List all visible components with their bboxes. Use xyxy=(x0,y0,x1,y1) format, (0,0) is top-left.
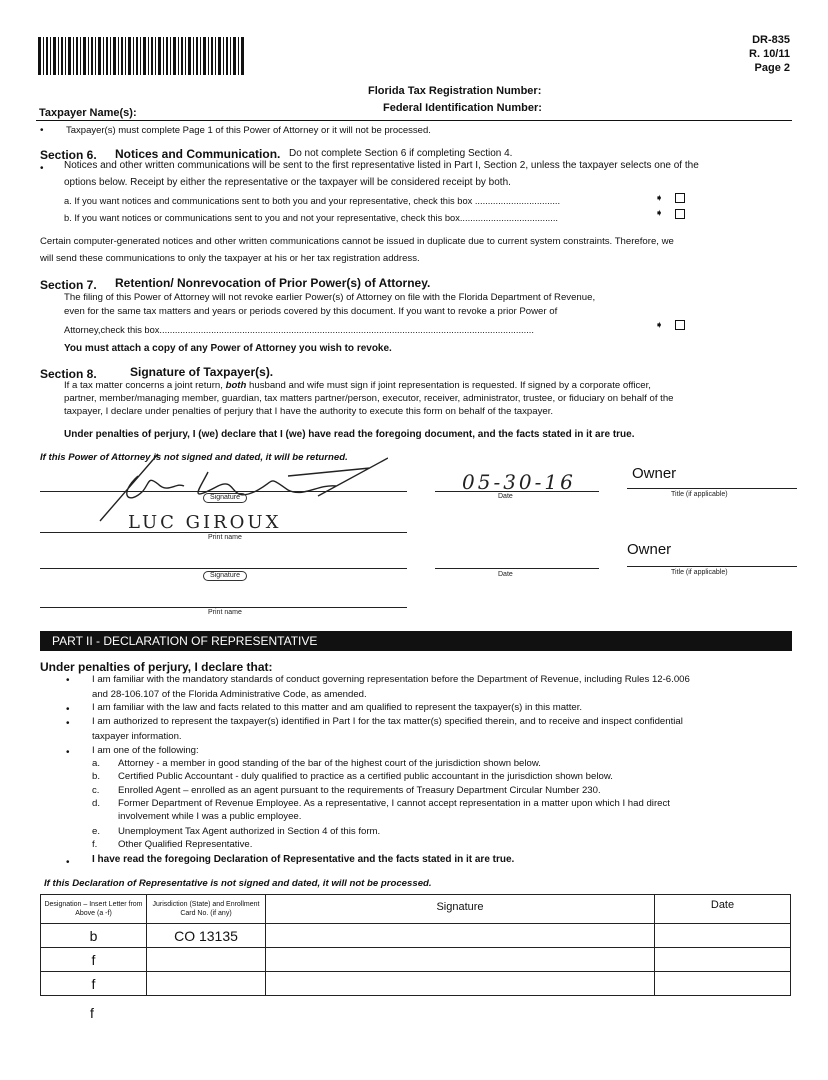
print-line-2 xyxy=(40,607,407,608)
part2-bullet3-line2: taxpayer information. xyxy=(92,731,182,742)
section7-line3: Attorney,check this box................................................................................................................................................. xyxy=(64,325,534,335)
print-line-1 xyxy=(40,532,407,533)
title-1: Owner xyxy=(632,465,677,482)
section6-option-b: b. If you want notices or communications sent to you and not your representative, check this box...................................... xyxy=(64,213,558,223)
form-number: DR-835 xyxy=(752,34,790,46)
designation-cell[interactable]: f xyxy=(41,972,147,996)
signature-label-2: Signature xyxy=(203,571,247,581)
title-line-1 xyxy=(627,488,797,489)
taxpayer-names-label: Taxpayer Name(s): xyxy=(39,107,137,119)
title-line-2 xyxy=(627,566,797,567)
section6-cert-line1: Certain computer-generated notices and other written communications cannot be issued in duplicate due to current system constraints. Therefore, we xyxy=(40,236,674,247)
option-b-letter: b. xyxy=(92,771,101,782)
jurisdiction-cell[interactable]: CO 13135 xyxy=(147,924,266,948)
date-line-2 xyxy=(435,568,599,569)
date-label-2: Date xyxy=(498,571,513,578)
section8-heading: Signature of Taxpayer(s). xyxy=(130,365,274,379)
section6-line1: Notices and other written communications will be sent to the first representative listed in Part I, Section 2, unless the taxpayer selects one of the xyxy=(64,160,699,171)
part2-bullet2: I am familiar with the law and facts related to this matter and am qualified to represent the taxpayer(s) in this matter. xyxy=(92,702,583,713)
print-label-1: Print name xyxy=(208,534,242,541)
fl-tax-reg-label: Florida Tax Registration Number: xyxy=(368,85,542,97)
bullet: • xyxy=(66,857,70,868)
option-e-letter: e. xyxy=(92,826,101,837)
signature-line-1 xyxy=(40,491,407,492)
option-f-letter: f. xyxy=(92,839,98,850)
option-e-text: Unemployment Tax Agent authorized in Section 4 of this form. xyxy=(118,826,381,837)
date-cell[interactable] xyxy=(655,972,791,996)
part2-bullet5: I have read the foregoing Declaration of Representative and the facts stated in it are true. xyxy=(92,854,515,865)
signature-cell[interactable] xyxy=(266,972,655,996)
section7-line1: The filing of this Power of Attorney will not revoke earlier Power(s) of Attorney on file with the Florida Department of Revenue, xyxy=(64,292,596,303)
arrow-icon: ➧ xyxy=(655,320,664,331)
col-date-header: Date xyxy=(655,895,791,924)
section6-line2: options below. Receipt by either the representative or the taxpayer will be considered receipt by both. xyxy=(64,177,511,188)
part2-warning: If this Declaration of Representative is not signed and dated, it will not be processed. xyxy=(44,878,432,889)
section6-option-a: a. If you want notices and communications sent to both you and your representative, check this box ................................. xyxy=(64,196,561,206)
bullet: • xyxy=(66,704,70,715)
section8-line1-post: husband and wife must sign if joint representation is requested. If signed by a corporate officer, xyxy=(246,380,651,391)
signature-cell[interactable] xyxy=(266,924,655,948)
arrow-icon: ➧ xyxy=(655,208,664,219)
bullet: • xyxy=(66,747,70,758)
bullet: • xyxy=(66,718,70,729)
representative-table xyxy=(40,894,791,996)
date-line-1 xyxy=(435,491,599,492)
option-d-text-line1: Former Department of Revenue Employee. As a representative, I cannot accept representation in a matter upon which I had direct xyxy=(118,798,670,809)
page1-note: Taxpayer(s) must complete Page 1 of this Power of Attorney or it will not be processed. xyxy=(66,125,431,136)
checkbox-both[interactable] xyxy=(675,193,685,203)
designation-cell[interactable]: f xyxy=(41,948,147,972)
section8-line1-pre: If a tax matter concerns a joint return, xyxy=(64,380,226,391)
arrow-icon: ➧ xyxy=(655,193,664,204)
section6-cert-line2: will send these communications to only the taxpayer at his or her tax registration address. xyxy=(40,253,420,264)
checkbox-taxpayer-only[interactable] xyxy=(675,209,685,219)
section8-both: both xyxy=(225,380,247,391)
option-a-text: Attorney - a member in good standing of the bar of the highest court of the jurisdiction shown below. xyxy=(118,758,541,769)
table-row xyxy=(41,972,791,996)
section8-line2: partner, member/managing member, guardian, tax matters partner/person, executor, receiver, administrator, trustee, or fiduciary on behalf of the xyxy=(64,393,674,404)
title-label-2: Title (if applicable) xyxy=(671,569,728,576)
bullet: • xyxy=(40,125,44,136)
section7-heading: Retention/ Nonrevocation of Prior Power(s) of Attorney. xyxy=(115,276,431,290)
signature-cell[interactable] xyxy=(266,948,655,972)
extra-designation: f xyxy=(90,1005,94,1021)
table-row xyxy=(41,948,791,972)
print-label-2: Print name xyxy=(208,609,242,616)
title-label-1: Title (if applicable) xyxy=(671,491,728,498)
part2-bullet1-line2: and 28-106.107 of the Florida Administrative Code, as amended. xyxy=(92,689,367,700)
table-row xyxy=(41,924,791,948)
section8-number: Section 8. xyxy=(40,367,97,381)
option-d-letter: d. xyxy=(92,798,101,809)
page-number: Page 2 xyxy=(754,62,790,74)
col-designation-header: Designation – Insert Letter from Above (a -f) xyxy=(41,895,147,924)
option-d-text-line2: involvement while I was a public employee. xyxy=(118,811,302,822)
part2-header-bar xyxy=(40,631,792,651)
part2-bullet3-line1: I am authorized to represent the taxpayer(s) identified in Part I for the tax matter(s) specified therein, and to receive and inspect confidential xyxy=(92,716,683,727)
part2-title: PART II - DECLARATION OF REPRESENTATIVE xyxy=(52,634,318,648)
option-c-text: Enrolled Agent – enrolled as an agent pursuant to the requirements of Treasury Department Circular Number 230. xyxy=(118,785,601,796)
section8-line1 xyxy=(64,380,651,392)
printed-name-1: LUC GIROUX xyxy=(128,512,282,533)
designation-cell[interactable]: b xyxy=(41,924,147,948)
title-2: Owner xyxy=(627,541,672,558)
date-cell[interactable] xyxy=(655,924,791,948)
barcode xyxy=(38,37,244,75)
fed-id-label: Federal Identification Number: xyxy=(383,102,542,114)
date-1: 05-30-16 xyxy=(462,470,576,494)
col-signature-header: Signature xyxy=(266,895,655,924)
bullet: • xyxy=(40,163,44,174)
part2-intro: Under penalties of perjury, I declare that: xyxy=(40,660,273,674)
section7-number: Section 7. xyxy=(40,278,97,292)
jurisdiction-cell[interactable] xyxy=(147,948,266,972)
header-rule xyxy=(36,120,792,121)
section8-warning: If this Power of Attorney is not signed and dated, it will be returned. xyxy=(40,452,348,463)
date-label-1: Date xyxy=(498,493,513,500)
section7-attach-note: You must attach a copy of any Power of Attorney you wish to revoke. xyxy=(64,343,392,354)
section6-heading-note: Do not complete Section 6 if completing Section 4. xyxy=(289,148,513,159)
bullet: • xyxy=(66,675,70,686)
checkbox-revoke[interactable] xyxy=(675,320,685,330)
revision: R. 10/11 xyxy=(749,48,790,60)
date-cell[interactable] xyxy=(655,948,791,972)
part2-bullet1-line1: I am familiar with the mandatory standards of conduct governing representation before the Department of Revenue, including Rules 12-6.006 xyxy=(92,674,690,685)
col-jurisdiction-header: Jurisdiction (State) and Enrollment Card No. (if any) xyxy=(147,895,266,924)
section6-number: Section 6. xyxy=(40,148,97,162)
signature-line-2 xyxy=(40,568,407,569)
option-a-letter: a. xyxy=(92,758,101,769)
signature-label-1: Signature xyxy=(203,493,247,503)
jurisdiction-cell[interactable] xyxy=(147,972,266,996)
part2-bullet4: I am one of the following: xyxy=(92,745,199,756)
section8-line3: taxpayer, I declare under penalties of perjury that I have the authority to execute this form on behalf of the taxpayer. xyxy=(64,406,554,417)
option-b-text: Certified Public Accountant - duly qualified to practice as a certified public accountant in the jurisdiction shown below. xyxy=(118,771,613,782)
section8-perjury: Under penalties of perjury, I (we) declare that I (we) have read the foregoing document, and the facts stated in it are true. xyxy=(64,429,635,440)
section6-heading: Notices and Communication. xyxy=(115,147,281,161)
option-f-text: Other Qualified Representative. xyxy=(118,839,253,850)
option-c-letter: c. xyxy=(92,785,100,796)
section7-line2: even for the same tax matters and years or periods covered by this document. If you want to revoke a prior Power of xyxy=(64,306,558,317)
